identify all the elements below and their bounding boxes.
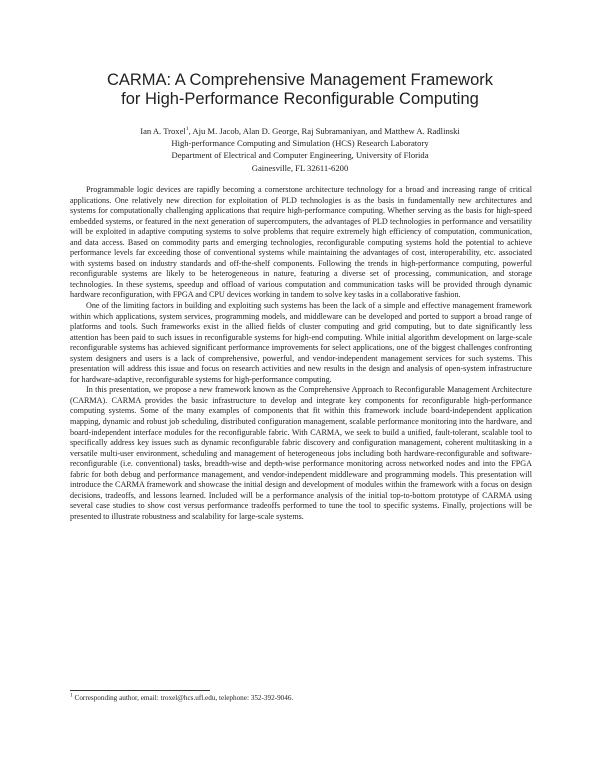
paper-title (60, 71, 540, 109)
affiliation-location: Gainesville, FL 32611-6200 (251, 162, 349, 173)
affiliation-lab: High-performance Computing and Simulation (HCS) Research Laboratory (171, 138, 429, 149)
co-authors: , Aju M. Jacob, Alan D. George, Raj Subramaniyan, and Matthew A. Radlinski (188, 126, 460, 136)
abstract-body (70, 185, 532, 523)
author-block (60, 125, 540, 174)
title-line-1: CARMA: A Comprehensive Management Framework (106, 71, 494, 89)
paragraph-3: In this presentation, we propose a new framework known as the Comprehensive Approach to Reconfigurable Management Architecture (CARMA). CARMA provides the basic infrastructure to develop and integrate key components for reconfigurable high-performance computing systems. Some of the many examples of components that fit within this framework include board-independent application mapping, dynamic and robust job scheduling, distributed configuration management, scalable performance monitoring into the hardware, and board-independent interface modules for the reconfigurable fabric. With CARMA, we seek to build a unified, fault-tolerant, scalable tool to specifically address key issues such as dynamic reconfigurable fabric discovery and configuration management, coherent multitasking in a versatile multi-user environment, scheduling and management of heterogeneous jobs including both hardware-reconfigurable and software-reconfigurable (i.e. conventional) tasks, breadth-wise and depth-wise performance monitoring across networked nodes and into the FPGA fabric for both debug and performance management, and vendor-independent middleware and programming models. This presentation will introduce the CARMA framework and showcase the initial design and development of modules within the framework with a focus on design decisions, tradeoffs, and lessons learned. Included will be a performance analysis of the initial top-to-bottom prototype of CARMA using several case studies to show cost versus performance tradeoffs performed to tune the tool to specific systems. Finally, projections will be presented to illustrate robustness and scalability for large-scale systems. (70, 385, 532, 521)
title-line-2: for High-Performance Reconfigurable Computing (121, 90, 479, 108)
footnote-reference: 1 (185, 126, 189, 133)
author-names (60, 125, 540, 137)
first-author: Ian A. Troxel (140, 126, 186, 136)
paragraph-1: Programmable logic devices are rapidly becoming a cornerstone architecture technology for a broad and increasing range of critical applications. One relatively new direction for exploitation of PLD technologies is as the basis in fundamentally new architectures and systems for computationally challenging applications that require high-performance computing. Whether serving as the basis for high-speed embedded systems, or featured in the next generation of supercomputers, the advantages of PLD technologies in performance and versatility will be exploited in adaptive computing systems to solve problems that require extremely high efficiency of computation, communication, and data access. Based on commodity parts and emerging technologies, reconfigurable computing systems hold the potential to achieve performance levels far exceeding those of conventional systems while maintaining the advantages of cost, interoperability, etc. associated with systems based on industry standards and off-the-shelf components. Following the trends in high-performance computing, powerful reconfigurable systems are likely to be heterogeneous in nature, featuring a diverse set of processing, communication, and storage technologies. In these systems, speedup and offload of various computation and communication tasks will be provided through dynamic hardware reconfiguration, with FPGA and CPU devices working in tandem to solve key tasks in a collaborative fashion. (70, 185, 532, 300)
footnote-marker: 1 (70, 692, 73, 699)
affiliation-department: Department of Electrical and Computer Engineering, University of Florida (171, 150, 429, 161)
footnote (70, 694, 532, 703)
footnote-text: Corresponding author, email: troxel@hcs.ufl.edu, telephone: 352-392-9046. (72, 694, 294, 702)
footnote-divider (70, 690, 210, 691)
paragraph-2: One of the limiting factors in building and exploiting such systems has been the lack of a simple and effective management framework within which applications, system services, programming models, and middleware can be developed and ported to support a broad range of platforms and tools. Such frameworks exist in the allied fields of cluster computing and grid computing, but to date significantly less attention has been paid to such issues in reconfigurable systems for high-end computing. While initial algorithm development on large-scale reconfigurable systems has achieved significant performance improvements for select applications, one of the biggest challenges confronting system designers and users is a lack of comprehensive, powerful, and vendor-independent management services for such systems. This presentation will address this issue and focus on research activities and new results in the design and analysis of open-system infrastructure for hardware-adaptive, reconfigurable systems for high-performance computing. (70, 301, 532, 384)
